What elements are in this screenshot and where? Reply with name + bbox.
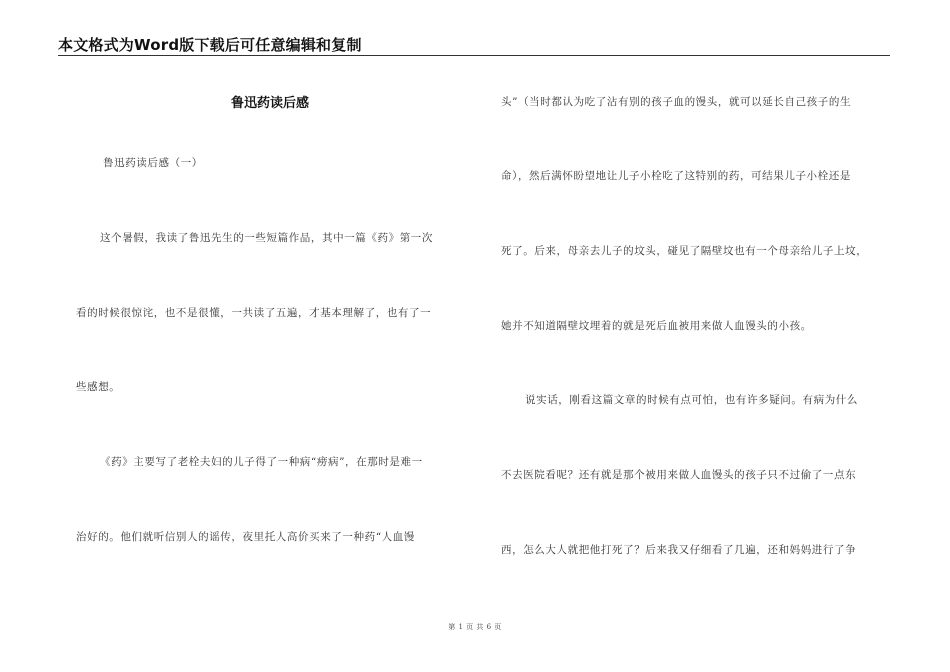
text-line: 她并不知道隔壁坟埋着的就是死后血被用来做人血馒头的小孩。 — [501, 320, 812, 332]
text-line: 看的时候很惊诧，也不是很懂，一共读了五遍，才基本理解了，也有了一 — [76, 307, 432, 319]
text-line: 鲁迅药读后感（一） — [103, 157, 203, 169]
text-line: 命），然后满怀盼望地让儿子小栓吃了这特别的药，可结果儿子小栓还是 — [501, 170, 851, 182]
text-line: 西，怎么大人就把他打死了？后来我又仔细看了几遍，还和妈妈进行了争 — [501, 544, 857, 556]
text-line: 说实话，刚看这篇文章的时候有点可怕，也有许多疑问。有病为什么 — [525, 394, 858, 406]
text-line: 治好的。他们就听信别人的谣传，夜里托人高价买来了一种药“人血馒 — [76, 531, 415, 543]
text-line: 这个暑假，我读了鲁迅先生的一些短篇作品，其中一篇《药》第一次 — [100, 232, 433, 244]
text-line: 不去医院看呢？还有就是那个被用来做人血馒头的孩子只不过偷了一点东 — [501, 469, 857, 481]
text-line: 些感想。 — [76, 381, 121, 393]
text-line: 《药》主要写了老栓夫妇的儿子得了一种病“痨病”，在那时是难一 — [100, 456, 423, 468]
header-rule — [58, 55, 890, 56]
text-line: 头”（当时都认为吃了沾有别的孩子血的馒头，就可以延长自己孩子的生 — [501, 96, 852, 108]
page-footer: 第 1 页 共 6 页 — [448, 623, 502, 631]
document-title: 鲁迅药读后感 — [230, 96, 309, 111]
header-banner: 本文格式为Word版下载后可任意编辑和复制 — [58, 36, 362, 54]
text-line: 死了。后来，母亲去儿子的坟头，碰见了隔壁坟也有一个母亲给儿子上坟， — [501, 245, 868, 257]
